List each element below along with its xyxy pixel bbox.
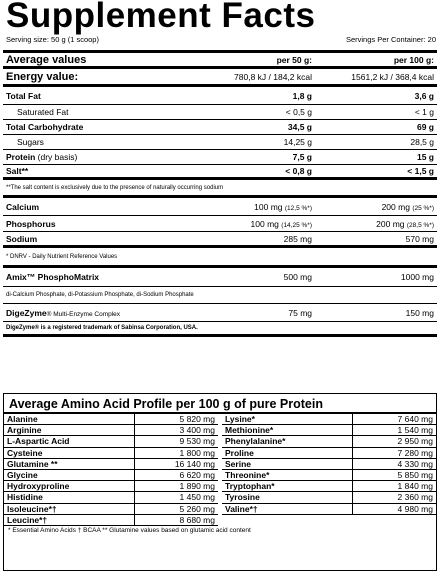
phosphorus-col1-wrap [179, 219, 315, 229]
header-col1: per 50 g: [276, 54, 312, 65]
total-fat-col2: 3,6 g [414, 90, 434, 101]
protein-label-suffix: (dry basis) [35, 152, 78, 162]
total-fat-row [3, 87, 437, 105]
protein-col1: 7,5 g [292, 152, 312, 162]
amino-name: Cysteine [7, 447, 43, 458]
phosphorus-col2: 200 mg [376, 218, 405, 229]
total-carb-col1: 34,5 g [287, 122, 312, 132]
amino-row [222, 470, 436, 481]
sugars-col1: 14,25 g [283, 137, 312, 147]
amino-row [4, 436, 218, 447]
calcium-col2-wrap [315, 202, 437, 212]
amino-value: 8 680 mg [134, 515, 218, 525]
amino-value: 6 620 mg [134, 470, 218, 480]
amino-row [222, 414, 436, 425]
phosphorus-col1-dv: (14,25 %*) [281, 221, 312, 229]
amino-name: L-Aspartic Acid [7, 436, 70, 447]
sugars-label: Sugars [17, 137, 44, 147]
amino-name: Isoleucine*† [7, 503, 57, 514]
saturated-fat-label: Saturated Fat [17, 107, 69, 117]
header-label: Average values [6, 53, 87, 66]
amino-grid [4, 414, 436, 526]
sugars-col2: 28,5 g [410, 137, 434, 147]
amino-name: Alanine [7, 414, 38, 425]
sodium-row [3, 232, 437, 248]
amix-note: di-Calcium Phosphate, di-Potassium Phosphate, di-Sodium Phosphate [3, 287, 437, 304]
amino-row [4, 515, 218, 526]
amix-row [3, 268, 437, 287]
total-carb-label: Total Carbohydrate [6, 122, 84, 132]
sodium-col2: 570 mg [405, 233, 434, 244]
phosphorus-row [3, 216, 437, 232]
amix-col2: 1000 mg [400, 272, 434, 282]
amino-row [4, 414, 218, 425]
amino-name: Arginine [7, 425, 42, 436]
energy-col1: 780,8 kJ / 184,2 kcal [234, 71, 312, 82]
header-row [3, 50, 437, 69]
amino-row [222, 459, 436, 470]
amino-row [4, 459, 218, 470]
protein-row [3, 150, 437, 165]
calcium-label: Calcium [6, 201, 40, 212]
calcium-row [3, 198, 437, 216]
amino-name: Valine*† [225, 503, 258, 514]
total-fat-col1: 1,8 g [292, 90, 312, 101]
calcium-col2: 200 mg [381, 201, 410, 212]
amino-value: 2 360 mg [352, 492, 436, 502]
amino-row [222, 425, 436, 436]
amino-name: Leucine*† [7, 514, 48, 525]
digezyme-label: DigeZyme [6, 307, 47, 318]
digezyme-note: DigeZyme® is a registered trademark of Sabinsa Corporation, USA. [3, 322, 437, 337]
amino-value: 1 540 mg [352, 425, 436, 435]
serving-size: Serving size: 50 g (1 scoop) [6, 35, 99, 44]
amix-col1: 500 mg [283, 272, 312, 282]
amino-name: Tyrosine [225, 492, 260, 503]
energy-row [3, 69, 437, 87]
amino-value: 7 280 mg [352, 448, 436, 458]
calcium-col2-dv: (25 %*) [412, 204, 434, 212]
sodium-col1: 285 mg [283, 233, 312, 244]
calcium-col1: 100 mg [254, 201, 283, 212]
amino-row [222, 436, 436, 447]
salt-note: **The salt content is exclusively due to the presence of naturally occurring sodium [3, 180, 437, 198]
servings-per-container: Servings Per Container: 20 [345, 35, 436, 44]
amino-name: Histidine [7, 492, 43, 503]
saturated-fat-row [3, 105, 437, 120]
amino-value: 4 330 mg [352, 459, 436, 469]
amino-name: Phenylalanine* [225, 436, 286, 447]
amino-row [4, 448, 218, 459]
saturated-fat-col2: < 1 g [414, 107, 434, 117]
protein-label-wrap [3, 152, 179, 162]
total-carb-col2: 69 g [416, 122, 434, 132]
title: Supplement Facts [6, 0, 316, 35]
amino-row [4, 470, 218, 481]
amino-row [222, 481, 436, 492]
amino-value: 5 850 mg [352, 470, 436, 480]
amino-row [4, 425, 218, 436]
phosphorus-label: Phosphorus [6, 218, 56, 229]
salt-row [3, 165, 437, 180]
energy-label: Energy value: [6, 70, 79, 83]
amino-value: 1 450 mg [134, 492, 218, 502]
amino-name: Glycine [7, 470, 38, 481]
digezyme-row [3, 304, 437, 322]
salt-col1: < 0,8 g [285, 166, 312, 176]
total-carb-row [3, 120, 437, 135]
amino-value: 2 950 mg [352, 436, 436, 446]
amino-value: 3 400 mg [134, 425, 218, 435]
amino-footnote: * Essential Amino Acids † BCAA ** Glutamine values based on glutamic acid content [8, 526, 251, 534]
amino-name: Serine [225, 458, 251, 469]
amino-value: 1 840 mg [352, 481, 436, 491]
sodium-label: Sodium [6, 233, 38, 244]
amino-row [222, 492, 436, 503]
amino-row [4, 481, 218, 492]
sugars-row [3, 135, 437, 150]
energy-col2: 1561,2 kJ / 368,4 kcal [351, 71, 434, 82]
amino-row [4, 492, 218, 503]
amino-name: Threonine* [225, 470, 270, 481]
salt-label: Salt** [6, 166, 29, 176]
amino-value: 5 260 mg [134, 504, 218, 514]
amino-row [222, 504, 436, 515]
amino-row [222, 448, 436, 459]
amino-value: 1 890 mg [134, 481, 218, 491]
calcium-col1-dv: (12,5 %*) [284, 204, 312, 212]
amino-right-column [222, 414, 436, 526]
protein-col2: 15 g [416, 152, 434, 162]
phosphorus-col2-wrap [315, 219, 437, 229]
dnrv-note: * DNRV - Daily Nutrient Reference Values [3, 248, 437, 268]
amino-left-column [4, 414, 218, 526]
amino-name: Methionine* [225, 425, 274, 436]
serving-info [6, 35, 436, 44]
amino-row-spacer [222, 515, 436, 526]
digezyme-label-wrap [3, 308, 179, 318]
amino-value: 1 800 mg [134, 448, 218, 458]
amino-name: Lysine* [225, 414, 255, 425]
amino-value: 7 640 mg [352, 414, 436, 424]
amino-value: 16 140 mg [134, 459, 218, 469]
amino-value: 5 820 mg [134, 414, 218, 424]
phosphorus-col2-dv: (28,5 %*) [406, 221, 434, 229]
nutrition-table [3, 50, 437, 337]
amino-value: 4 980 mg [352, 504, 436, 514]
amino-name: Glutamine ** [7, 458, 58, 469]
amino-acid-panel [3, 393, 437, 571]
digezyme-col1: 75 mg [288, 307, 312, 318]
digezyme-label-suffix: ® Multi-Enzyme Complex [46, 310, 121, 318]
phosphorus-col1: 100 mg [250, 218, 279, 229]
total-fat-label: Total Fat [6, 90, 41, 101]
amino-title: Average Amino Acid Profile per 100 g of pure Protein [4, 394, 436, 414]
header-col2: per 100 g: [393, 54, 434, 65]
salt-col2: < 1,5 g [407, 166, 434, 176]
amino-row [4, 504, 218, 515]
calcium-col1-wrap [179, 202, 315, 212]
amix-label: Amix™ PhosphoMatrix [6, 272, 100, 282]
amino-name: Proline [225, 447, 254, 458]
amino-name: Hydroxyproline [7, 481, 70, 492]
saturated-fat-col1: < 0,5 g [285, 107, 312, 117]
amino-value: 9 530 mg [134, 436, 218, 446]
amino-name: Tryptophan* [225, 481, 275, 492]
protein-label: Protein [6, 152, 36, 162]
digezyme-col2: 150 mg [405, 307, 434, 318]
